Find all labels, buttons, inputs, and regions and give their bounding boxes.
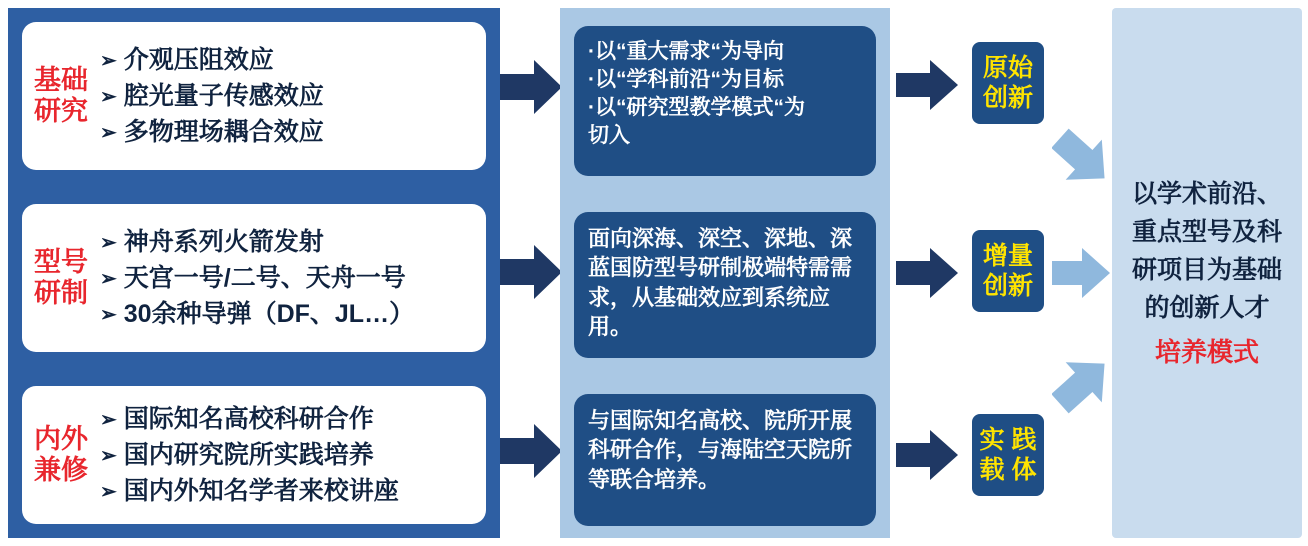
chip-incremental-innovation xyxy=(972,230,1044,312)
chevron-right-icon: ➢ xyxy=(100,267,117,290)
chip-practice-carrier-line1: 实 践 xyxy=(979,426,1037,454)
card-basic-research-tag-line2: 研究 xyxy=(34,96,88,126)
right-arrow-icon xyxy=(1052,128,1114,190)
list-item xyxy=(100,224,480,260)
card-model-development-list xyxy=(100,224,486,333)
arrow-practice-to-result xyxy=(1052,352,1114,414)
arrow-goal-to-original xyxy=(896,60,958,110)
chevron-right-icon: ➢ xyxy=(100,304,117,327)
list-item-label: 腔光量子传感效应 xyxy=(123,81,324,110)
arrow-coop-to-practice xyxy=(896,430,958,480)
chevron-right-icon: ➢ xyxy=(100,231,117,254)
chip-practice-carrier xyxy=(972,414,1044,496)
list-item-label: 国际知名高校科研合作 xyxy=(123,404,374,433)
arrow-inout-to-coop xyxy=(500,424,562,478)
right-arrow-icon xyxy=(896,430,958,480)
list-item xyxy=(100,114,480,150)
list-item-label: 国内研究院所实践培养 xyxy=(123,440,374,469)
card-joint-training: 与国际知名高校、院所开展科研合作，与海陆空天院所等联合培养。 xyxy=(574,394,876,526)
chevron-right-icon: ➢ xyxy=(100,408,117,431)
card-internal-external-tag-line2: 兼修 xyxy=(34,455,88,485)
list-item xyxy=(100,437,480,473)
chevron-right-icon: ➢ xyxy=(100,49,117,72)
arrow-demand-to-incremental xyxy=(896,248,958,298)
card-basic-research-list xyxy=(100,42,486,151)
card-model-development-tag xyxy=(22,247,100,310)
card-demand-line: ·以“重大需求“为导向 xyxy=(588,40,784,63)
card-demand-line: 切入 xyxy=(588,124,630,148)
list-item xyxy=(100,401,480,437)
card-basic-research-tag-line1: 基础 xyxy=(34,64,88,95)
chip-incremental-innovation-line1: 增量 xyxy=(982,242,1033,270)
right-arrow-icon xyxy=(500,424,562,478)
right-arrow-icon xyxy=(1052,248,1110,298)
outcome-panel xyxy=(1112,8,1302,538)
chip-original-innovation-line1: 原始 xyxy=(982,54,1033,82)
list-item-label: 国内外知名学者来校讲座 xyxy=(123,477,399,506)
arrow-original-to-result xyxy=(1052,128,1114,190)
chevron-right-icon: ➢ xyxy=(100,481,117,504)
approach-panel xyxy=(560,8,890,538)
list-item-label: 介观压阻效应 xyxy=(123,45,274,74)
card-internal-external-list xyxy=(100,401,486,510)
right-arrow-icon xyxy=(896,248,958,298)
card-internal-external xyxy=(22,386,486,524)
chevron-right-icon: ➢ xyxy=(100,85,117,108)
card-internal-external-tag-line1: 内外 xyxy=(34,423,88,454)
arrow-basic-to-goal xyxy=(500,60,562,114)
list-item xyxy=(100,260,480,296)
list-item xyxy=(100,78,480,114)
card-model-development-tag-line1: 型号 xyxy=(34,246,88,277)
arrow-model-to-demand xyxy=(500,245,562,299)
chip-practice-carrier-line2: 载 体 xyxy=(979,456,1037,484)
list-item-label: 多物理场耦合效应 xyxy=(123,118,324,147)
card-demand-line: ·以“研究型教学模式“为 xyxy=(588,96,805,120)
list-item xyxy=(100,42,480,78)
card-model-development xyxy=(22,204,486,352)
outcome-highlight: 培养模式 xyxy=(1154,336,1259,367)
chevron-right-icon: ➢ xyxy=(100,444,117,467)
list-item-label: 30余种导弹（DF、JL…） xyxy=(123,300,415,329)
list-item-label: 天宫一号/二号、天舟一号 xyxy=(123,263,406,292)
right-arrow-icon xyxy=(500,245,562,299)
chevron-right-icon: ➢ xyxy=(100,122,117,145)
outcome-text: 以学术前沿、重点型号及科研项目为基础的创新人才 xyxy=(1131,179,1282,322)
card-demand-line: ·以“学科前沿“为目标 xyxy=(588,68,784,92)
chip-original-innovation-line2: 创新 xyxy=(982,84,1033,112)
arrow-incremental-to-result xyxy=(1052,248,1110,298)
list-item-label: 神舟系列火箭发射 xyxy=(123,227,324,256)
card-internal-external-tag xyxy=(22,424,100,487)
card-demand-orientation xyxy=(574,26,876,176)
list-item xyxy=(100,296,480,332)
list-item xyxy=(100,473,480,509)
right-arrow-icon xyxy=(500,60,562,114)
card-basic-research-tag xyxy=(22,65,100,128)
card-model-development-tag-line2: 研制 xyxy=(34,278,88,308)
card-defense-requirement: 面向深海、深空、深地、深蓝国防型号研制极端特需需求，从基础效应到系统应用。 xyxy=(574,212,876,358)
card-basic-research xyxy=(22,22,486,170)
chip-incremental-innovation-line2: 创新 xyxy=(982,272,1033,300)
right-arrow-icon xyxy=(896,60,958,110)
chip-original-innovation xyxy=(972,42,1044,124)
foundation-panel xyxy=(8,8,500,538)
right-arrow-icon xyxy=(1052,352,1114,414)
